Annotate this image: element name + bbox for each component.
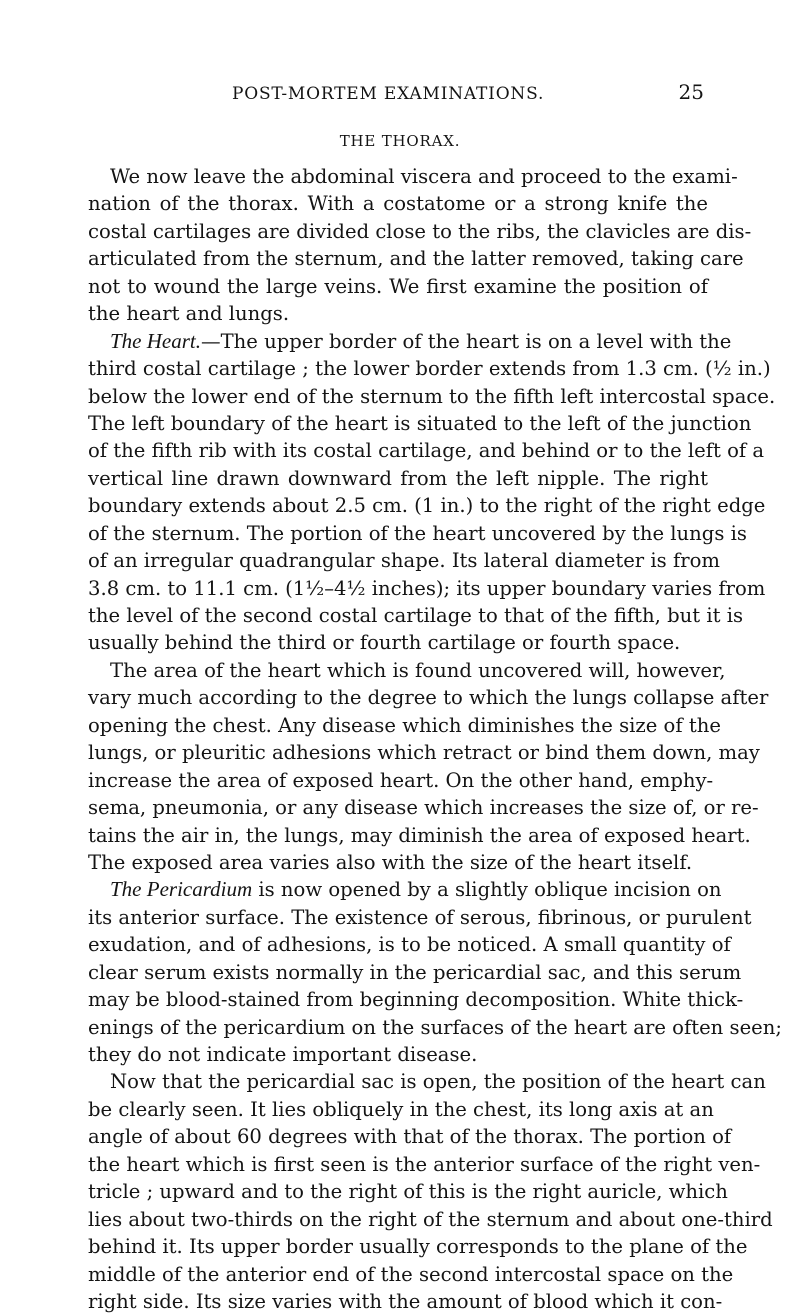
text-line bbox=[88, 410, 752, 437]
text-line bbox=[88, 904, 752, 931]
line-text: enings of the pericardium on the surfaces of the heart are often seen; bbox=[88, 1015, 782, 1039]
text-line bbox=[88, 1096, 714, 1123]
line-text: right side. Its size varies with the amount of blood which it con- bbox=[88, 1289, 723, 1313]
line-text: We now leave the abdominal viscera and proceed to the exami- bbox=[110, 165, 738, 188]
text-line bbox=[88, 849, 708, 876]
text-line bbox=[88, 547, 720, 574]
paragraph-first-line bbox=[88, 163, 738, 190]
line-text: middle of the anterior end of the second intercostal space on the bbox=[88, 1262, 734, 1286]
text-line bbox=[88, 437, 765, 464]
line-text: Now that the pericardial sac is open, the position of the heart can bbox=[110, 1070, 766, 1094]
running-head: POST-MORTEM EXAMINATIONS. bbox=[232, 84, 545, 104]
text-line bbox=[88, 1014, 782, 1041]
text-line bbox=[88, 986, 744, 1013]
line-text: of the sternum. The portion of the heart uncovered by the lungs is bbox=[88, 521, 747, 545]
run-in-heading: The Heart. bbox=[110, 328, 201, 353]
line-text: lies about two-thirds on the right of the sternum and about one-third bbox=[88, 1207, 773, 1231]
line-text: of the fifth rib with its costal cartilage, and behind or to the left of a bbox=[88, 439, 765, 463]
text-line bbox=[88, 492, 766, 519]
text-line bbox=[88, 629, 708, 656]
text-line bbox=[88, 1123, 732, 1150]
text-line bbox=[88, 794, 759, 821]
line-text: articulated from the sternum, and the latter removed, taking care bbox=[88, 247, 744, 271]
page-number: 25 bbox=[678, 80, 704, 104]
line-text: third costal cartilage ; the lower border extends from 1.3 cm. (½ in.) bbox=[88, 357, 771, 381]
line-text: costal cartilages are divided close to the ribs, the clavicles are dis- bbox=[88, 219, 752, 243]
line-text: usually behind the third or fourth cartilage or fourth space. bbox=[88, 631, 681, 655]
paragraph-first-line bbox=[88, 657, 726, 684]
text-line bbox=[88, 190, 708, 217]
line-text: of an irregular quadrangular shape. Its lateral diameter is from bbox=[88, 549, 720, 573]
paragraph-first-line bbox=[88, 876, 722, 903]
line-text: clear serum exists normally in the pericardial sac, and this serum bbox=[88, 960, 742, 984]
text-line bbox=[88, 739, 760, 766]
text-line bbox=[88, 959, 742, 986]
line-text: opening the chest. Any disease which diminishes the size of the bbox=[88, 713, 721, 737]
line-text: sema, pneumonia, or any disease which increases the size of, or re- bbox=[88, 796, 759, 820]
line-text: boundary extends about 2.5 cm. (1 in.) to the right of the right edge bbox=[88, 494, 766, 518]
text-line bbox=[88, 1178, 728, 1205]
text-line bbox=[88, 575, 766, 602]
line-text: —The upper border of the heart is on a level with the bbox=[201, 329, 732, 353]
text-line bbox=[88, 712, 721, 739]
paragraph-first-line bbox=[88, 328, 732, 355]
line-text: nation of the thorax. With a costatome or a strong knife the bbox=[88, 192, 708, 216]
text-line bbox=[88, 1288, 723, 1315]
line-text: increase the area of exposed heart. On the other hand, emphy- bbox=[88, 768, 714, 792]
line-text: may be blood-stained from beginning decomposition. White thick- bbox=[88, 988, 744, 1012]
line-text: The area of the heart which is found uncovered will, however, bbox=[110, 658, 726, 682]
line-text: the heart and lungs. bbox=[88, 302, 290, 326]
line-text: The left boundary of the heart is situated to the left of the junction bbox=[88, 411, 752, 435]
text-line bbox=[88, 602, 744, 629]
line-text: be clearly seen. It lies obliquely in the chest, its long axis at an bbox=[88, 1097, 714, 1121]
line-text: the level of the second costal cartilage to that of the fifth, but it is bbox=[88, 604, 744, 627]
text-line bbox=[88, 300, 708, 327]
text-line bbox=[88, 245, 744, 272]
line-text: tains the air in, the lungs, may diminish the area of exposed heart. bbox=[88, 823, 751, 847]
line-text: tricle ; upward and to the right of this is the right auricle, which bbox=[88, 1180, 728, 1204]
text-line bbox=[88, 1206, 773, 1233]
text-line bbox=[88, 931, 731, 958]
text-line bbox=[88, 520, 747, 547]
line-text: vertical line drawn downward from the left nipple. The right bbox=[88, 466, 708, 490]
text-line bbox=[88, 1041, 708, 1068]
body-text bbox=[88, 163, 782, 1315]
text-line bbox=[88, 355, 771, 382]
line-text: 3.8 cm. to 11.1 cm. (1½–4½ inches); its upper boundary varies from bbox=[88, 576, 766, 600]
line-text: The exposed area varies also with the size of the heart itself. bbox=[88, 850, 693, 874]
line-text: angle of about 60 degrees with that of the thorax. The portion of bbox=[88, 1125, 732, 1149]
text-line bbox=[88, 218, 752, 245]
paragraph-first-line bbox=[88, 1068, 766, 1095]
text-line bbox=[88, 684, 769, 711]
text-line bbox=[88, 1151, 761, 1178]
line-text: below the lower end of the sternum to the fifth left intercostal space. bbox=[88, 384, 776, 408]
line-text: lungs, or pleuritic adhesions which retract or bind them down, may bbox=[88, 741, 760, 765]
line-text: behind it. Its upper border usually corresponds to the plane of the bbox=[88, 1235, 748, 1259]
text-line bbox=[88, 822, 751, 849]
text-line bbox=[88, 383, 776, 410]
line-text: its anterior surface. The existence of serous, fibrinous, or purulent bbox=[88, 905, 752, 929]
section-title: THE THORAX. bbox=[339, 132, 461, 150]
text-line bbox=[88, 1233, 748, 1260]
text-line bbox=[88, 767, 714, 794]
line-text: vary much according to the degree to which the lungs collapse after bbox=[88, 686, 769, 710]
line-text: not to wound the large veins. We first examine the position of bbox=[88, 274, 708, 298]
run-in-heading: The Pericardium bbox=[110, 877, 253, 902]
line-text: is now opened by a slightly oblique incision on bbox=[252, 878, 722, 902]
line-text: the heart which is first seen is the anterior surface of the right ven- bbox=[88, 1152, 761, 1176]
text-line bbox=[88, 273, 708, 300]
line-text: exudation, and of adhesions, is to be noticed. A small quantity of bbox=[88, 933, 731, 957]
text-line bbox=[88, 465, 708, 492]
line-text: they do not indicate important disease. bbox=[88, 1043, 478, 1066]
text-line bbox=[88, 1261, 734, 1288]
